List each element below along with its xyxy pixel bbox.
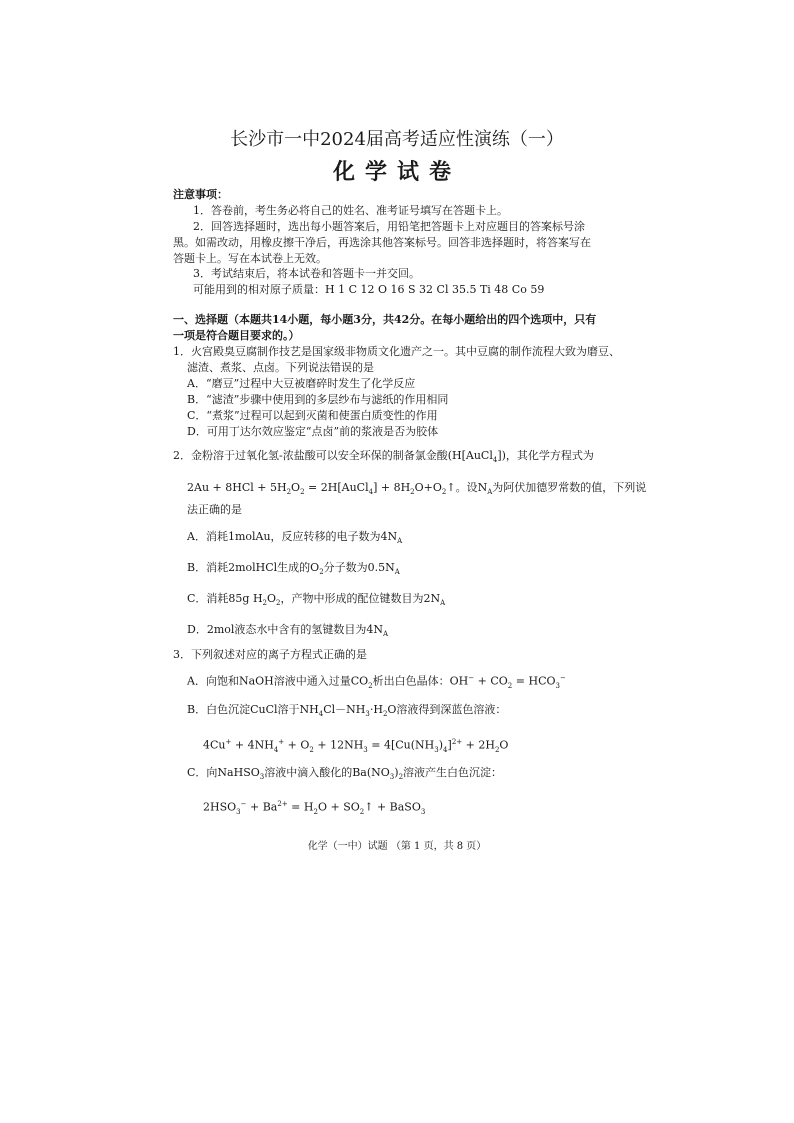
q2-stem-cont: 法正确的是 [187, 503, 242, 516]
q2-option-a: A．消耗1molAu，反应转移的电子数为$4N_A$ [187, 530, 403, 546]
exam-title: 长沙市一中2024届高考适应性演练（一） [230, 129, 564, 150]
section-heading: 一、选择题（本题共14小题，每小题3分，共42分。在每小题给出的四个选项中，只有 [173, 313, 597, 326]
notice-line: 3．考试结束后，将本试卷和答题卡一并交回。 [193, 267, 420, 280]
q3-option-b: B．白色沉淀CuCl溶于$NH_4Cl-NH_3\cdot H_2O$溶液得到深蓝色溶液： [187, 703, 507, 719]
q1-stem: 1．火宫殿臭豆腐制作技艺是国家级非物质文化遗产之一。其中豆腐的制作流程大致为磨豆、 [173, 345, 620, 358]
q2-option-c: C．消耗85g $H_2O_2$，产物中形成的配位键数目为$2N_A$ [187, 592, 446, 608]
q2-option-d: D．2mol液态水中含有的氢键数目为$4N_A$ [187, 623, 389, 639]
q1-option-b: B．“滤渣”步骤中使用到的多层纱布与滤纸的作用相同 [187, 393, 449, 406]
q3-option-c: C．向NaHSO$_3$溶液中滴入酸化的$Ba(NO_3)_2$溶液产生白色沉淀： [187, 766, 503, 782]
q3-option-b-equation: $4Cu^+ + 4NH_4^+ + O_2 + 12NH_3 = 4[Cu(NH_3)_4]^{2+} + 2H_2O$ [203, 738, 509, 754]
section-heading-cont: 一项是符合题目要求的。） [173, 329, 300, 342]
q1-option-a: A．“磨豆”过程中大豆被磨碎时发生了化学反应 [187, 377, 416, 390]
q1-option-c: C．“煮浆”过程可以起到灭菌和使蛋白质变性的作用 [187, 409, 438, 422]
q3-option-a: A．向饱和NaOH溶液中通入过量$CO_2$析出白色晶体：$OH^- + CO_2 = HCO_3^-$ [187, 674, 566, 690]
q2-stem: 2．金粉溶于过氧化氢-浓盐酸可以安全环保的制备氯金酸(H[AuCl$_4$])，其化学方程式为 [173, 449, 594, 465]
q2-equation: $2Au + 8HCl + 5H_2O_2$ = 2H[AuCl$_4$] + $8H_2O+O_2↑$。设$N_A$为阿伏加德罗常数的值，下列说 [187, 481, 647, 497]
q1-option-d: D．可用丁达尔效应鉴定“点卤”前的浆液是否为胶体 [187, 425, 439, 438]
q3-stem: 3．下列叙述对应的离子方程式正确的是 [173, 648, 367, 661]
q1-stem-cont: 滤渣、煮浆、点卤。下列说法错误的是 [187, 361, 374, 374]
subject-title: 化学试卷 [332, 159, 461, 185]
notice-line: 黑。如需改动，用橡皮擦干净后，再选涂其他答案标号。回答非选择题时，将答案写在 [173, 236, 591, 249]
notice-heading: 注意事项： [173, 188, 228, 201]
q3-option-c-equation: $2HSO_3^- + Ba^{2+} = H_2O$ + $SO_2↑$ + BaSO$_3$ [203, 800, 426, 816]
page-footer: 化学（一中）试题 （第 1 页，共 8 页） [307, 841, 487, 852]
atomic-mass-line: 可能用到的相对原子质量：H 1 C 12 O 16 S 32 Cl 35.5 Ti 48 Co 59 [193, 283, 545, 296]
notice-line: 2．回答选择题时，选出每小题答案后，用铅笔把答题卡上对应题目的答案标号涂 [193, 220, 585, 233]
q2-option-b: B．消耗2molHCl生成的$O_2$分子数为$0.5N_A$ [187, 561, 400, 577]
notice-line: 答题卡上。写在本试卷上无效。 [173, 252, 327, 265]
notice-line: 1．答卷前，考生务必将自己的姓名、准考证号填写在答题卡上。 [193, 204, 508, 217]
